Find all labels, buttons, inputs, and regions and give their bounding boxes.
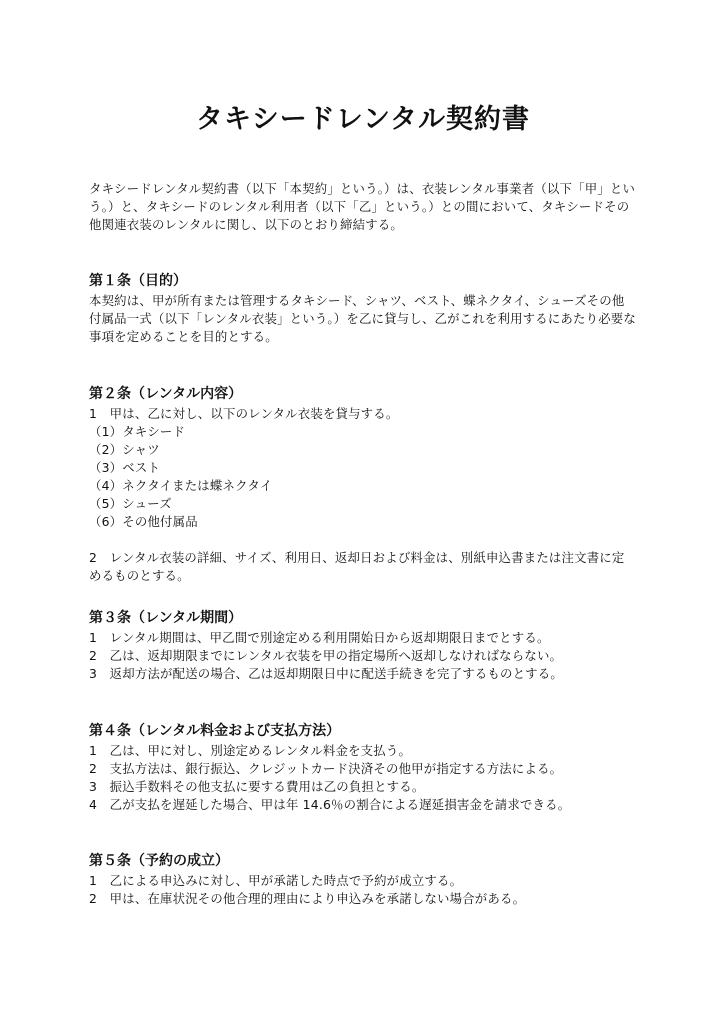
article-body: [89, 629, 637, 683]
article-body: 本契約は、甲が所有または管理するタキシード、シャツ、ベスト、蝶ネクタイ、シューズその他付属品一式（以下「レンタル衣装」という。）を乙に貸与し、乙がこれを利用するにあたり必要な事項を定めることを目的とする。: [89, 293, 636, 344]
article-3: [89, 607, 637, 683]
document-title: タキシードレンタル契約書: [196, 104, 530, 135]
article-heading: 第１条（目的）: [89, 273, 187, 289]
list-item: （3）ベスト: [89, 460, 161, 475]
article-1: [89, 270, 637, 346]
article-body: [89, 742, 637, 814]
article-heading: 第２条（レンタル内容）: [89, 386, 243, 402]
article-body: [89, 405, 637, 585]
list-item: （1）タキシード: [89, 424, 186, 439]
article-heading: 第３条（レンタル期間）: [89, 610, 243, 626]
list-item: （5）シューズ: [89, 496, 172, 511]
clause-line: 1 甲は、乙に対し、以下のレンタル衣装を貸与する。: [89, 406, 399, 421]
article-4: [89, 720, 637, 814]
clause-paragraph: 2 レンタル衣装の詳細、サイズ、利用日、返却日および料金は、別紙申込書または注文書に定めるものとする。: [89, 550, 625, 583]
clause-line: 2 支払方法は、銀行振込、クレジットカード決済その他甲が指定する方法による。: [89, 761, 563, 776]
clause-line: 1 レンタル期間は、甲乙間で別途定める利用開始日から返却期限日までとする。: [89, 630, 550, 645]
list-item: （2）シャツ: [89, 442, 160, 457]
intro-paragraph: タキシードレンタル契約書（以下「本契約」という。）は、衣装レンタル事業者（以下「甲」という。）と、タキシードのレンタル利用者（以下「乙」という。）との間において、タキシードその他関連衣装のレンタルに関し、以下のとおり締結する。: [89, 181, 636, 232]
article-5: [89, 850, 637, 908]
clause-line: 4 乙が支払を遅延した場合、甲は年 14.6％の割合による遅延損害金を請求できる。: [89, 797, 571, 812]
article-heading: 第４条（レンタル料金および支払方法）: [89, 723, 341, 739]
clause-line: 2 乙は、返却期限までにレンタル衣装を甲の指定場所へ返却しなければならない。: [89, 648, 563, 663]
clause-line: 3 返却方法が配送の場合、乙は返却期限日中に配送手続きを完了するものとする。: [89, 666, 563, 681]
clause-line: 1 乙による申込みに対し、甲が承諾した時点で予約が成立する。: [89, 873, 463, 888]
list-item: （4）ネクタイまたは蝶ネクタイ: [89, 478, 273, 493]
article-body: [89, 872, 637, 908]
article-2: [89, 383, 637, 585]
article-heading: 第５条（予約の成立）: [89, 853, 229, 869]
clause-line: 1 乙は、甲に対し、別途定めるレンタル料金を支払う。: [89, 743, 412, 758]
paragraph-gap: [89, 531, 637, 549]
clause-line: 3 振込手数料その他支払に要する費用は乙の負担とする。: [89, 779, 425, 794]
clause-line: 2 甲は、在庫状況その他合理的理由により申込みを承諾しない場合がある。: [89, 891, 526, 906]
list-item: （6）その他付属品: [89, 514, 198, 529]
